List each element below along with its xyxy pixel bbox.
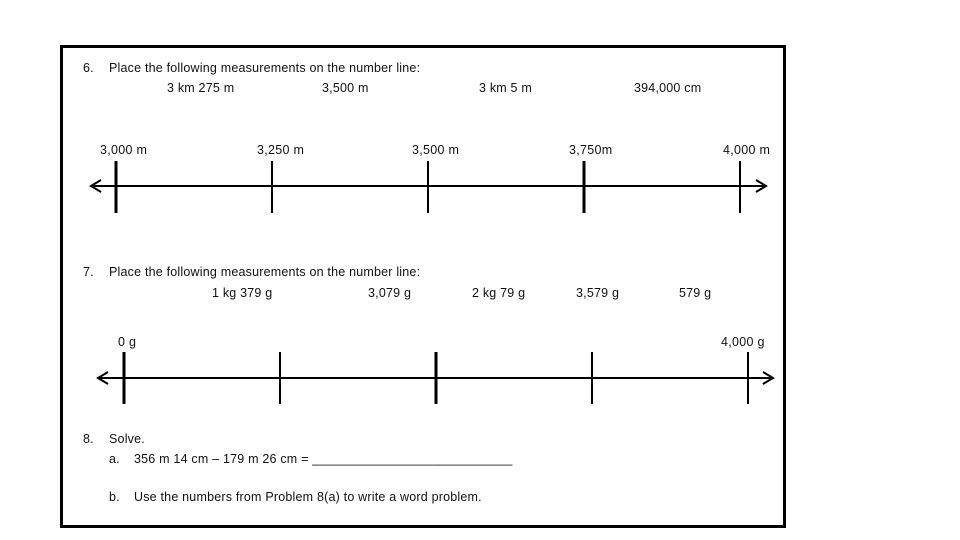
number-line-7	[98, 352, 773, 404]
problem-8a-text: 356 m 14 cm – 179 m 26 cm = ____________________________	[134, 452, 513, 466]
number-line-7-tick-label: 4,000 g	[721, 335, 765, 349]
problem-7-measurement: 1 kg 379 g	[212, 286, 273, 300]
problem-8a-letter: a.	[109, 452, 120, 466]
problem-8-number: 8.	[83, 432, 94, 446]
problem-7-number: 7.	[83, 265, 94, 279]
problem-7-measurement: 3,579 g	[576, 286, 620, 300]
problem-6-measurement: 394,000 cm	[634, 81, 702, 95]
number-line-6-tick-label: 3,250 m	[257, 143, 305, 157]
problem-7-measurement: 2 kg 79 g	[472, 286, 526, 300]
number-line-6-tick-label: 4,000 m	[723, 143, 771, 157]
problem-6-number: 6.	[83, 61, 94, 75]
number-line-7-tick-label: 0 g	[118, 335, 137, 349]
number-line-6-tick-label: 3,000 m	[100, 143, 148, 157]
problem-6-measurement: 3,500 m	[322, 81, 369, 95]
problem-7-instruction: Place the following measurements on the number line:	[109, 265, 421, 279]
problem-8-instruction: Solve.	[109, 432, 145, 446]
number-line-6	[91, 161, 766, 213]
problem-8b-letter: b.	[109, 490, 120, 504]
problem-8b-text: Use the numbers from Problem 8(a) to write a word problem.	[134, 490, 482, 504]
number-line-6-tick-label: 3,750m	[569, 143, 613, 157]
problem-7-measurement: 579 g	[679, 286, 712, 300]
problem-6-instruction: Place the following measurements on the number line:	[109, 61, 421, 75]
problem-6-measurement: 3 km 5 m	[479, 81, 532, 95]
problem-7-measurement: 3,079 g	[368, 286, 412, 300]
problem-6-measurement: 3 km 275 m	[167, 81, 235, 95]
number-line-6-tick-label: 3,500 m	[412, 143, 460, 157]
